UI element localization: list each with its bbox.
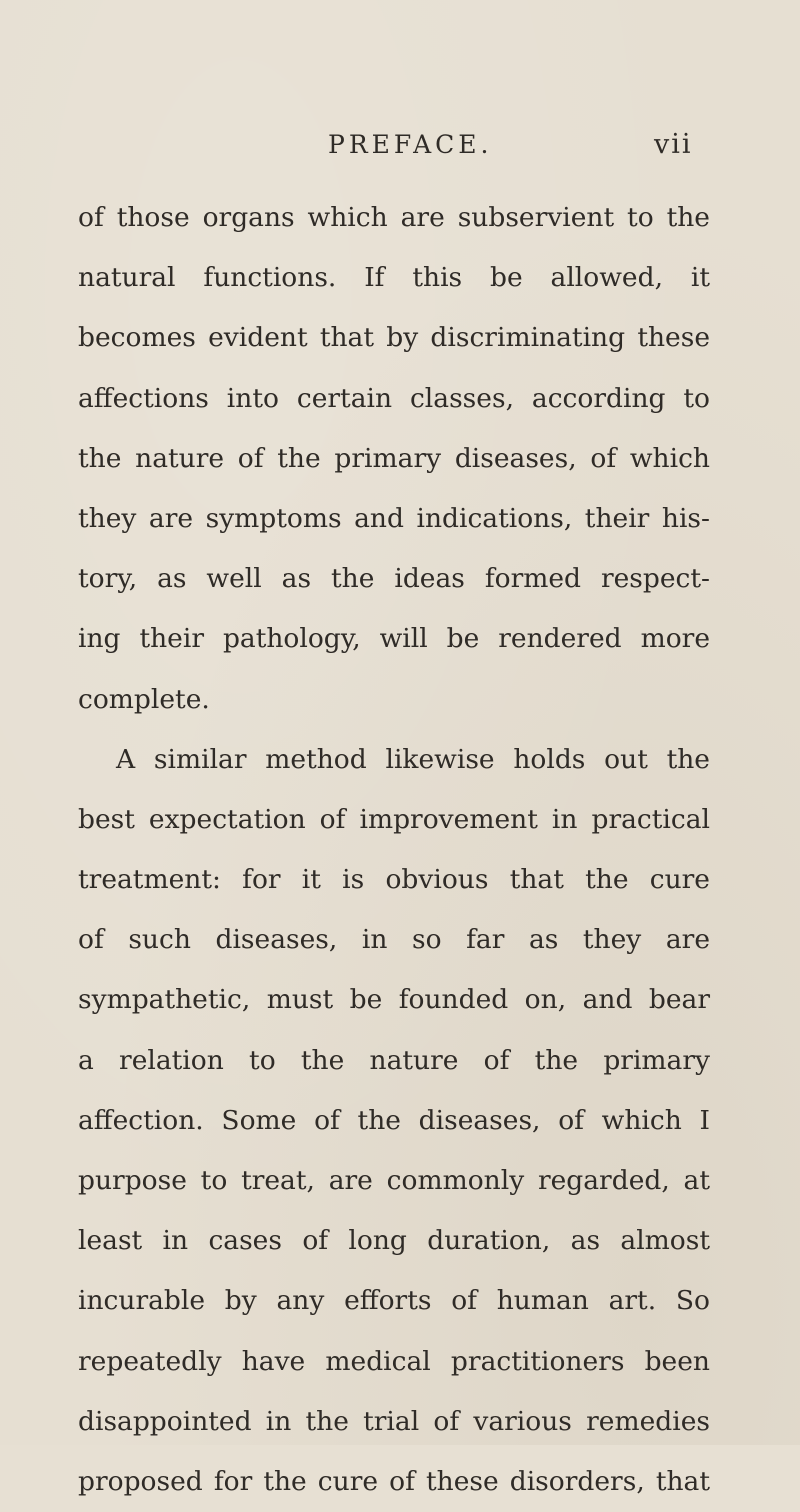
text-line: incurable by any efforts of human art. So bbox=[78, 1285, 710, 1317]
text-line: a relation to the nature of the primary bbox=[78, 1044, 710, 1076]
text-line: purpose to treat, are commonly regarded, at bbox=[78, 1165, 710, 1196]
text-line: sympathetic, must be founded on, and bear bbox=[78, 984, 710, 1016]
text-line: proposed for the cure of these disorders, that bbox=[78, 1465, 710, 1497]
text-line: of those organs which are subservient to the bbox=[78, 202, 710, 233]
page-number: vii bbox=[654, 129, 693, 160]
body-text bbox=[78, 188, 710, 1512]
text-line: of such diseases, in so far as they are bbox=[78, 924, 710, 956]
text-line: repeatedly have medical practitioners been bbox=[78, 1345, 710, 1377]
text-line: tory, as well as the ideas formed respect- bbox=[78, 563, 710, 595]
text-line: the nature of the primary diseases, of which bbox=[78, 442, 710, 474]
running-head-title: PREFACE. bbox=[328, 130, 493, 159]
text-line: becomes evident that by discriminating these bbox=[78, 322, 710, 354]
text-line: disappointed in the trial of various remedies bbox=[78, 1405, 710, 1437]
paragraph-start-line: A similar method likewise holds out the bbox=[116, 743, 710, 775]
paragraph-end-line: complete. bbox=[78, 683, 210, 715]
text-line: affections into certain classes, according to bbox=[78, 382, 710, 414]
text-line: treatment: for it is obvious that the cure bbox=[78, 864, 710, 896]
text-line: least in cases of long duration, as almost bbox=[78, 1225, 710, 1257]
text-line: affection. Some of the diseases, of which I bbox=[78, 1104, 710, 1136]
text-line: ing their pathology, will be rendered more bbox=[78, 623, 710, 655]
text-line: best expectation of improvement in practical bbox=[78, 803, 710, 835]
text-line: they are symptoms and indications, their his- bbox=[78, 502, 710, 534]
text-line: natural functions. If this be allowed, it bbox=[78, 262, 710, 294]
running-head bbox=[0, 130, 800, 170]
